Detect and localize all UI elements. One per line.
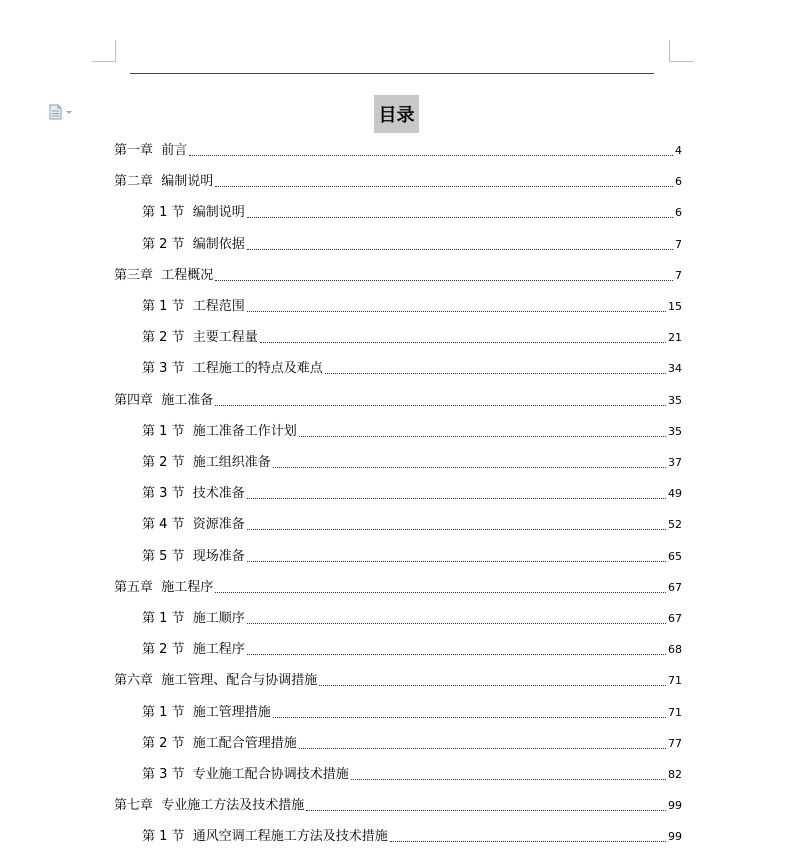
toc-dot-leader bbox=[299, 435, 666, 437]
toc-page-number: 7 bbox=[675, 237, 682, 251]
toc-page-number: 67 bbox=[668, 612, 682, 625]
toc-dot-leader bbox=[319, 684, 666, 686]
toc-entry-label: 第六章 施工管理、配合与协调措施 bbox=[114, 673, 318, 689]
toc-section-entry[interactable] bbox=[142, 361, 682, 377]
toc-entry-label: 第 2 节 施工组织准备 bbox=[142, 455, 271, 470]
toc-chapter-entry[interactable] bbox=[114, 798, 682, 814]
toc-section-entry[interactable] bbox=[142, 517, 682, 533]
toc-page-number: 49 bbox=[668, 487, 682, 501]
toc-page-number: 15 bbox=[668, 300, 682, 313]
toc-entry-label: 第 1 节 编制说明 bbox=[142, 205, 245, 221]
toc-page-number: 7 bbox=[675, 268, 682, 282]
toc-dot-leader bbox=[273, 466, 666, 468]
toc-section-entry[interactable] bbox=[142, 549, 682, 565]
toc-section-entry[interactable] bbox=[142, 642, 682, 658]
toc-entry-label: 第四章 施工准备 bbox=[114, 392, 214, 408]
paragraph-options-icon[interactable] bbox=[47, 104, 77, 120]
toc-entry-label: 第 3 节 工程施工的特点及难点 bbox=[142, 361, 323, 377]
toc-entry-label: 第 3 节 专业施工配合协调技术措施 bbox=[142, 767, 349, 782]
toc-dot-leader bbox=[260, 341, 666, 343]
toc-dot-leader bbox=[325, 372, 666, 374]
toc-dot-leader bbox=[247, 622, 666, 624]
toc-section-entry[interactable] bbox=[142, 611, 682, 627]
toc-entry-label: 第 3 节 技术准备 bbox=[142, 486, 245, 502]
toc-page-number: 67 bbox=[668, 580, 682, 594]
toc-entry-label: 第 2 节 主要工程量 bbox=[142, 330, 258, 346]
toc-entry-label: 第 5 节 现场准备 bbox=[142, 548, 245, 564]
toc-section-entry[interactable] bbox=[142, 736, 682, 752]
toc-dot-leader bbox=[215, 591, 666, 593]
toc-dot-leader bbox=[189, 154, 673, 156]
toc-entry-label: 第 1 节 施工管理措施 bbox=[142, 704, 271, 720]
toc-entry-label: 第 1 节 施工准备工作计划 bbox=[142, 423, 297, 439]
toc-entry-label: 第一章 前言 bbox=[114, 143, 188, 158]
toc-section-entry[interactable] bbox=[142, 330, 682, 346]
toc-section-entry[interactable] bbox=[142, 205, 682, 221]
toc-page-number: 4 bbox=[675, 144, 682, 157]
toc-page-number: 34 bbox=[668, 362, 682, 376]
toc-entry-label: 第 1 节 通风空调工程施工方法及技术措施 bbox=[142, 829, 388, 845]
toc-dot-leader bbox=[247, 528, 666, 530]
toc-page-number: 35 bbox=[668, 393, 682, 407]
toc-dot-leader bbox=[247, 653, 666, 655]
toc-entry-label: 第 1 节 工程范围 bbox=[142, 299, 245, 314]
toc-entry-label: 第七章 专业施工方法及技术措施 bbox=[114, 798, 305, 814]
toc-entry-label: 第五章 施工程序 bbox=[114, 579, 214, 595]
toc-entry-label: 第 4 节 资源准备 bbox=[142, 517, 245, 533]
toc-page-number: 77 bbox=[668, 736, 682, 750]
toc-entry-label: 第二章 编制说明 bbox=[114, 174, 214, 190]
toc-page-number: 6 bbox=[675, 175, 682, 189]
toc-page-number: 52 bbox=[668, 518, 682, 532]
toc-title-highlight bbox=[374, 95, 419, 133]
toc-entry-label: 第 2 节 施工配合管理措施 bbox=[142, 735, 297, 751]
toc-entry-label: 第 1 节 施工顺序 bbox=[142, 611, 245, 626]
toc-page-number: 21 bbox=[668, 331, 682, 345]
toc-dot-leader bbox=[306, 809, 666, 811]
toc-section-entry[interactable] bbox=[142, 486, 682, 502]
toc-entry-label: 第三章 工程概况 bbox=[114, 267, 214, 283]
toc-chapter-entry[interactable] bbox=[114, 673, 682, 689]
toc-dot-leader bbox=[247, 216, 673, 218]
toc-chapter-entry[interactable] bbox=[114, 268, 682, 284]
toc-section-entry[interactable] bbox=[142, 237, 682, 253]
toc-dot-leader bbox=[247, 310, 666, 312]
toc-entry-label: 第 2 节 施工程序 bbox=[142, 642, 245, 658]
toc-section-entry[interactable] bbox=[142, 767, 682, 783]
toc-chapter-entry[interactable] bbox=[114, 143, 682, 159]
toc-entry-label: 第 2 节 编制依据 bbox=[142, 236, 245, 252]
toc-page-number: 99 bbox=[668, 830, 682, 844]
toc-dot-leader bbox=[351, 778, 666, 780]
toc-dot-leader bbox=[273, 716, 666, 718]
toc-dot-leader bbox=[390, 840, 666, 842]
header-rule bbox=[130, 73, 654, 74]
toc-dot-leader bbox=[247, 497, 666, 499]
toc-page-number: 71 bbox=[668, 705, 682, 719]
toc-section-entry[interactable] bbox=[142, 424, 682, 440]
toc-page-number: 35 bbox=[668, 424, 682, 438]
toc-page-number: 37 bbox=[668, 456, 682, 469]
toc-dot-leader bbox=[247, 560, 666, 562]
toc-page-number: 68 bbox=[668, 643, 682, 657]
toc-dot-leader bbox=[299, 747, 666, 749]
toc-chapter-entry[interactable] bbox=[114, 174, 682, 190]
toc-page-number: 65 bbox=[668, 549, 682, 563]
toc-page-number: 82 bbox=[668, 768, 682, 781]
toc-dot-leader bbox=[247, 248, 673, 250]
toc-chapter-entry[interactable] bbox=[114, 393, 682, 409]
crop-mark-right bbox=[669, 40, 693, 62]
toc-chapter-entry[interactable] bbox=[114, 580, 682, 596]
toc-dot-leader bbox=[215, 279, 673, 281]
toc-section-entry[interactable] bbox=[142, 705, 682, 721]
toc-section-entry[interactable] bbox=[142, 829, 682, 845]
toc-section-entry[interactable] bbox=[142, 455, 682, 471]
toc-section-entry[interactable] bbox=[142, 299, 682, 315]
toc-page-number: 71 bbox=[668, 674, 682, 688]
toc-page-number: 6 bbox=[675, 206, 682, 220]
toc-page-number: 99 bbox=[668, 799, 682, 813]
toc-dot-leader bbox=[215, 404, 666, 406]
toc-title: 目录 bbox=[378, 105, 415, 126]
toc-dot-leader bbox=[215, 185, 673, 187]
crop-mark-left bbox=[92, 40, 116, 62]
